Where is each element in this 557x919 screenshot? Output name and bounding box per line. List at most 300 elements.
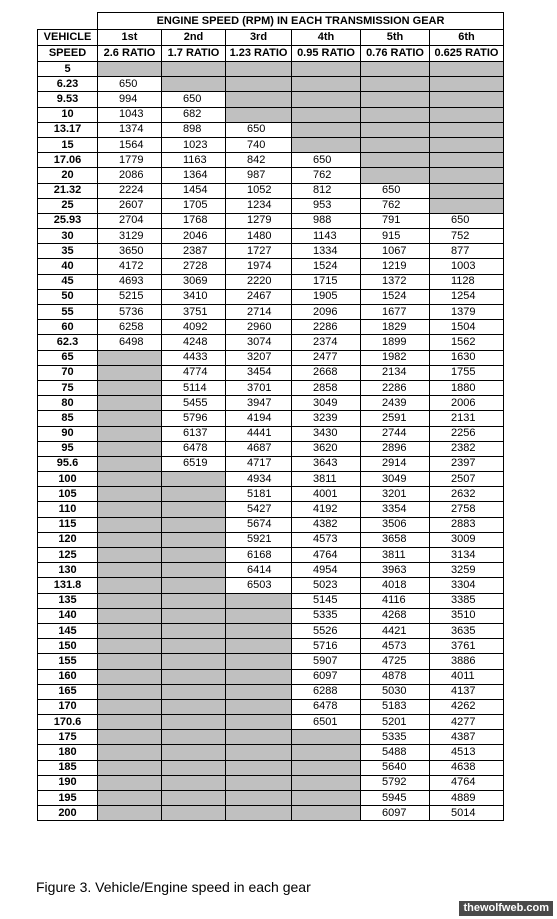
table-row: [38, 791, 504, 806]
empty-cell: [292, 775, 361, 790]
table-row: [38, 365, 504, 380]
empty-cell: [162, 608, 226, 623]
rpm-cell: 3304: [430, 578, 504, 593]
rpm-cell: 650: [361, 183, 430, 198]
rpm-cell: 752: [430, 229, 504, 244]
rpm-cell: 4277: [430, 715, 504, 730]
vehicle-speed-cell: 140: [38, 608, 98, 623]
rpm-cell: 3947: [226, 396, 292, 411]
empty-cell: [226, 760, 292, 775]
empty-cell: [162, 563, 226, 578]
empty-cell: [98, 472, 162, 487]
empty-cell: [162, 472, 226, 487]
empty-cell: [226, 806, 292, 821]
empty-cell: [98, 441, 162, 456]
main-header: ENGINE SPEED (RPM) IN EACH TRANSMISSION GEAR: [98, 13, 504, 30]
rpm-cell: 1562: [430, 335, 504, 350]
table-row: [38, 289, 504, 304]
rpm-cell: 2591: [361, 411, 430, 426]
rpm-cell: 1829: [361, 320, 430, 335]
rpm-cell: 1143: [292, 229, 361, 244]
rpm-cell: 4018: [361, 578, 430, 593]
empty-cell: [162, 593, 226, 608]
rpm-cell: 2668: [292, 365, 361, 380]
gear-ratio: 1.23 RATIO: [226, 46, 292, 62]
empty-cell: [162, 684, 226, 699]
rpm-cell: 2896: [361, 441, 430, 456]
table-row: [38, 320, 504, 335]
rpm-cell: 4116: [361, 593, 430, 608]
rpm-cell: 4954: [292, 563, 361, 578]
empty-cell: [98, 563, 162, 578]
table-row: [38, 745, 504, 760]
table-row: [38, 669, 504, 684]
table-row: [38, 335, 504, 350]
rpm-cell: 4192: [292, 502, 361, 517]
empty-cell: [361, 77, 430, 92]
rpm-cell: 5183: [361, 699, 430, 714]
rpm-cell: 2256: [430, 426, 504, 441]
rpm-cell: 3134: [430, 548, 504, 563]
rpm-cell: 3385: [430, 593, 504, 608]
rpm-cell: 2286: [292, 320, 361, 335]
table-row: [38, 153, 504, 168]
vehicle-speed-cell: 195: [38, 791, 98, 806]
table-row: [38, 715, 504, 730]
empty-cell: [98, 760, 162, 775]
empty-cell: [226, 669, 292, 684]
empty-cell: [162, 760, 226, 775]
empty-cell: [292, 107, 361, 122]
rpm-cell: 1524: [361, 289, 430, 304]
rpm-cell: 2286: [361, 380, 430, 395]
vehicle-speed-cell: 131.8: [38, 578, 98, 593]
rpm-cell: 5030: [361, 684, 430, 699]
rpm-cell: 4433: [162, 350, 226, 365]
table-row: [38, 350, 504, 365]
vehicle-speed-cell: 95.6: [38, 456, 98, 471]
rpm-cell: 6168: [226, 548, 292, 563]
rpm-cell: 5488: [361, 745, 430, 760]
rpm-cell: 2006: [430, 396, 504, 411]
empty-cell: [98, 639, 162, 654]
rpm-cell: 2134: [361, 365, 430, 380]
rpm-cell: 5114: [162, 380, 226, 395]
rpm-cell: 6478: [292, 699, 361, 714]
empty-cell: [162, 502, 226, 517]
empty-cell: [361, 168, 430, 183]
empty-cell: [226, 92, 292, 107]
rpm-cell: 1023: [162, 137, 226, 152]
vehicle-speed-cell: 65: [38, 350, 98, 365]
rpm-cell: 762: [361, 198, 430, 213]
rpm-cell: 1334: [292, 244, 361, 259]
rpm-cell: 5792: [361, 775, 430, 790]
rpm-cell: 3886: [430, 654, 504, 669]
empty-cell: [98, 456, 162, 471]
vehicle-speed-cell: 150: [38, 639, 98, 654]
empty-cell: [98, 608, 162, 623]
rpm-cell: 5674: [226, 517, 292, 532]
empty-cell: [98, 365, 162, 380]
rpm-cell: 5215: [98, 289, 162, 304]
empty-cell: [430, 62, 504, 77]
rpm-cell: 1630: [430, 350, 504, 365]
rpm-cell: 987: [226, 168, 292, 183]
rpm-cell: 4764: [430, 775, 504, 790]
table-row: [38, 183, 504, 198]
empty-cell: [361, 62, 430, 77]
rpm-cell: 5427: [226, 502, 292, 517]
empty-cell: [162, 532, 226, 547]
rpm-cell: 4573: [292, 532, 361, 547]
table-row: [38, 684, 504, 699]
rpm-cell: 1043: [98, 107, 162, 122]
rpm-cell: 1067: [361, 244, 430, 259]
rpm-cell: 650: [292, 153, 361, 168]
table-row: [38, 456, 504, 471]
rpm-cell: 5335: [292, 608, 361, 623]
empty-cell: [162, 745, 226, 760]
gear-name: 5th: [361, 30, 430, 46]
empty-cell: [98, 517, 162, 532]
rpm-cell: 1234: [226, 198, 292, 213]
rpm-cell: 3620: [292, 441, 361, 456]
table-row: [38, 396, 504, 411]
vehicle-speed-cell: 25: [38, 198, 98, 213]
rpm-cell: 5526: [292, 623, 361, 638]
table-row: [38, 593, 504, 608]
rpm-cell: 4387: [430, 730, 504, 745]
empty-cell: [98, 578, 162, 593]
rpm-cell: 1715: [292, 274, 361, 289]
empty-cell: [226, 775, 292, 790]
rpm-cell: 3635: [430, 623, 504, 638]
table-row: [38, 426, 504, 441]
vehicle-speed-cell: 200: [38, 806, 98, 821]
empty-cell: [162, 699, 226, 714]
vehicle-speed-cell: 25.93: [38, 213, 98, 228]
table-row: [38, 137, 504, 152]
rpm-cell: 5921: [226, 532, 292, 547]
rpm-cell: 3069: [162, 274, 226, 289]
gear-name: 1st: [98, 30, 162, 46]
rpm-cell: 1003: [430, 259, 504, 274]
vehicle-speed-cell: 125: [38, 548, 98, 563]
empty-cell: [98, 532, 162, 547]
rpm-cell: 4774: [162, 365, 226, 380]
vehicle-speed-cell: 15: [38, 137, 98, 152]
rpm-cell: 3239: [292, 411, 361, 426]
rpm-cell: 3074: [226, 335, 292, 350]
table-row: [38, 548, 504, 563]
rpm-cell: 762: [292, 168, 361, 183]
rpm-cell: 5907: [292, 654, 361, 669]
gear-ratio: 2.6 RATIO: [98, 46, 162, 62]
speed-label: SPEED: [38, 46, 98, 62]
empty-cell: [292, 122, 361, 137]
table-row: [38, 623, 504, 638]
vehicle-speed-cell: 30: [38, 229, 98, 244]
vehicle-speed-cell: 70: [38, 365, 98, 380]
table-row: [38, 77, 504, 92]
empty-cell: [162, 730, 226, 745]
vehicle-speed-cell: 155: [38, 654, 98, 669]
rpm-cell: 1564: [98, 137, 162, 152]
rpm-cell: 4248: [162, 335, 226, 350]
vehicle-speed-cell: 165: [38, 684, 98, 699]
empty-cell: [98, 502, 162, 517]
empty-cell: [430, 137, 504, 152]
vehicle-speed-cell: 135: [38, 593, 98, 608]
table-row: [38, 62, 504, 77]
empty-cell: [162, 487, 226, 502]
figure-caption: Figure 3. Vehicle/Engine speed in each gear: [36, 879, 311, 895]
rpm-cell: 3430: [292, 426, 361, 441]
table-row: [38, 168, 504, 183]
empty-cell: [226, 745, 292, 760]
rpm-cell: 5455: [162, 396, 226, 411]
empty-cell: [226, 699, 292, 714]
vehicle-speed-cell: 120: [38, 532, 98, 547]
vehicle-speed-cell: 190: [38, 775, 98, 790]
empty-cell: [226, 791, 292, 806]
empty-cell: [98, 669, 162, 684]
corner-cell: [38, 13, 98, 30]
rpm-cell: 4693: [98, 274, 162, 289]
rpm-cell: 3201: [361, 487, 430, 502]
rpm-cell: 6519: [162, 456, 226, 471]
empty-cell: [98, 487, 162, 502]
rpm-cell: 3751: [162, 305, 226, 320]
rpm-cell: 1163: [162, 153, 226, 168]
table-row: [38, 92, 504, 107]
rpm-cell: 3354: [361, 502, 430, 517]
empty-cell: [98, 715, 162, 730]
rpm-cell: 650: [226, 122, 292, 137]
table-row: [38, 563, 504, 578]
rpm-cell: 3259: [430, 563, 504, 578]
rpm-cell: 4421: [361, 623, 430, 638]
vehicle-speed-cell: 175: [38, 730, 98, 745]
rpm-cell: 6503: [226, 578, 292, 593]
rpm-cell: 6097: [361, 806, 430, 821]
rpm-cell: 5640: [361, 760, 430, 775]
empty-cell: [162, 715, 226, 730]
vehicle-speed-cell: 180: [38, 745, 98, 760]
table-row: [38, 274, 504, 289]
vehicle-speed-cell: 85: [38, 411, 98, 426]
rpm-cell: 1899: [361, 335, 430, 350]
rpm-cell: 4001: [292, 487, 361, 502]
rpm-cell: 5716: [292, 639, 361, 654]
vehicle-speed-cell: 105: [38, 487, 98, 502]
vehicle-speed-cell: 35: [38, 244, 98, 259]
rpm-cell: 4717: [226, 456, 292, 471]
engine-speed-table: [37, 12, 504, 821]
rpm-cell: 1982: [361, 350, 430, 365]
rpm-cell: 2397: [430, 456, 504, 471]
vehicle-speed-cell: 60: [38, 320, 98, 335]
rpm-cell: 1254: [430, 289, 504, 304]
empty-cell: [430, 122, 504, 137]
table-row: [38, 760, 504, 775]
rpm-cell: 6137: [162, 426, 226, 441]
rpm-cell: 2439: [361, 396, 430, 411]
gear-ratio: 0.95 RATIO: [292, 46, 361, 62]
rpm-cell: 2467: [226, 289, 292, 304]
vehicle-speed-cell: 21.32: [38, 183, 98, 198]
empty-cell: [430, 183, 504, 198]
rpm-cell: 4889: [430, 791, 504, 806]
empty-cell: [162, 517, 226, 532]
rpm-cell: 1379: [430, 305, 504, 320]
vehicle-speed-cell: 100: [38, 472, 98, 487]
rpm-cell: 3454: [226, 365, 292, 380]
rpm-cell: 3506: [361, 517, 430, 532]
empty-cell: [292, 745, 361, 760]
rpm-cell: 2632: [430, 487, 504, 502]
vehicle-speed-cell: 5: [38, 62, 98, 77]
empty-cell: [98, 380, 162, 395]
empty-cell: [430, 168, 504, 183]
empty-cell: [430, 198, 504, 213]
empty-cell: [162, 775, 226, 790]
rpm-cell: 915: [361, 229, 430, 244]
vehicle-speed-cell: 130: [38, 563, 98, 578]
table-row: [38, 806, 504, 821]
rpm-cell: 2758: [430, 502, 504, 517]
rpm-cell: 1677: [361, 305, 430, 320]
rpm-cell: 2507: [430, 472, 504, 487]
empty-cell: [98, 396, 162, 411]
rpm-cell: 4194: [226, 411, 292, 426]
rpm-cell: 4687: [226, 441, 292, 456]
vehicle-speed-cell: 6.23: [38, 77, 98, 92]
table-row: [38, 244, 504, 259]
rpm-cell: 1219: [361, 259, 430, 274]
empty-cell: [292, 730, 361, 745]
empty-cell: [162, 548, 226, 563]
vehicle-speed-cell: 170.6: [38, 715, 98, 730]
rpm-cell: 650: [98, 77, 162, 92]
empty-cell: [162, 669, 226, 684]
empty-cell: [361, 92, 430, 107]
table-row: [38, 198, 504, 213]
rpm-cell: 898: [162, 122, 226, 137]
table-body: [38, 62, 504, 821]
empty-cell: [226, 77, 292, 92]
gear-ratio: 1.7 RATIO: [162, 46, 226, 62]
rpm-cell: 2374: [292, 335, 361, 350]
rpm-cell: 4262: [430, 699, 504, 714]
rpm-cell: 2607: [98, 198, 162, 213]
rpm-cell: 2714: [226, 305, 292, 320]
rpm-cell: 4573: [361, 639, 430, 654]
rpm-cell: 994: [98, 92, 162, 107]
empty-cell: [162, 639, 226, 654]
vehicle-speed-cell: 145: [38, 623, 98, 638]
rpm-cell: 4638: [430, 760, 504, 775]
rpm-cell: 2387: [162, 244, 226, 259]
rpm-cell: 2220: [226, 274, 292, 289]
rpm-cell: 2960: [226, 320, 292, 335]
empty-cell: [98, 350, 162, 365]
empty-cell: [98, 411, 162, 426]
rpm-cell: 3207: [226, 350, 292, 365]
rpm-cell: 3410: [162, 289, 226, 304]
rpm-cell: 1768: [162, 213, 226, 228]
rpm-cell: 6097: [292, 669, 361, 684]
empty-cell: [98, 548, 162, 563]
rpm-cell: 5201: [361, 715, 430, 730]
rpm-cell: 4878: [361, 669, 430, 684]
vehicle-speed-cell: 95: [38, 441, 98, 456]
table-row: [38, 608, 504, 623]
empty-cell: [162, 77, 226, 92]
rpm-cell: 3811: [361, 548, 430, 563]
rpm-cell: 740: [226, 137, 292, 152]
rpm-cell: 4382: [292, 517, 361, 532]
empty-cell: [98, 593, 162, 608]
empty-cell: [98, 426, 162, 441]
rpm-cell: 1504: [430, 320, 504, 335]
gear-name: 4th: [292, 30, 361, 46]
vehicle-speed-cell: 10: [38, 107, 98, 122]
empty-cell: [226, 623, 292, 638]
rpm-cell: 4092: [162, 320, 226, 335]
rpm-cell: 1480: [226, 229, 292, 244]
vehicle-speed-cell: 170: [38, 699, 98, 714]
table-row: [38, 775, 504, 790]
rpm-cell: 3049: [361, 472, 430, 487]
rpm-cell: 5796: [162, 411, 226, 426]
table-row: [38, 472, 504, 487]
rpm-cell: 1279: [226, 213, 292, 228]
vehicle-speed-cell: 45: [38, 274, 98, 289]
rpm-cell: 812: [292, 183, 361, 198]
rpm-cell: 4172: [98, 259, 162, 274]
empty-cell: [226, 730, 292, 745]
rpm-cell: 1705: [162, 198, 226, 213]
empty-cell: [226, 608, 292, 623]
rpm-cell: 1372: [361, 274, 430, 289]
rpm-cell: 5335: [361, 730, 430, 745]
empty-cell: [430, 77, 504, 92]
empty-cell: [162, 654, 226, 669]
table-row: [38, 654, 504, 669]
rpm-cell: 4137: [430, 684, 504, 699]
empty-cell: [430, 153, 504, 168]
empty-cell: [226, 684, 292, 699]
rpm-cell: 1974: [226, 259, 292, 274]
empty-cell: [162, 791, 226, 806]
rpm-cell: 3049: [292, 396, 361, 411]
empty-cell: [292, 92, 361, 107]
rpm-cell: 6414: [226, 563, 292, 578]
rpm-cell: 3963: [361, 563, 430, 578]
rpm-cell: 1880: [430, 380, 504, 395]
vehicle-speed-cell: 9.53: [38, 92, 98, 107]
rpm-cell: 1374: [98, 122, 162, 137]
gear-ratio: 0.76 RATIO: [361, 46, 430, 62]
empty-cell: [361, 153, 430, 168]
rpm-cell: 1128: [430, 274, 504, 289]
empty-cell: [98, 623, 162, 638]
rpm-cell: 4764: [292, 548, 361, 563]
table-row: [38, 380, 504, 395]
vehicle-speed-cell: 55: [38, 305, 98, 320]
